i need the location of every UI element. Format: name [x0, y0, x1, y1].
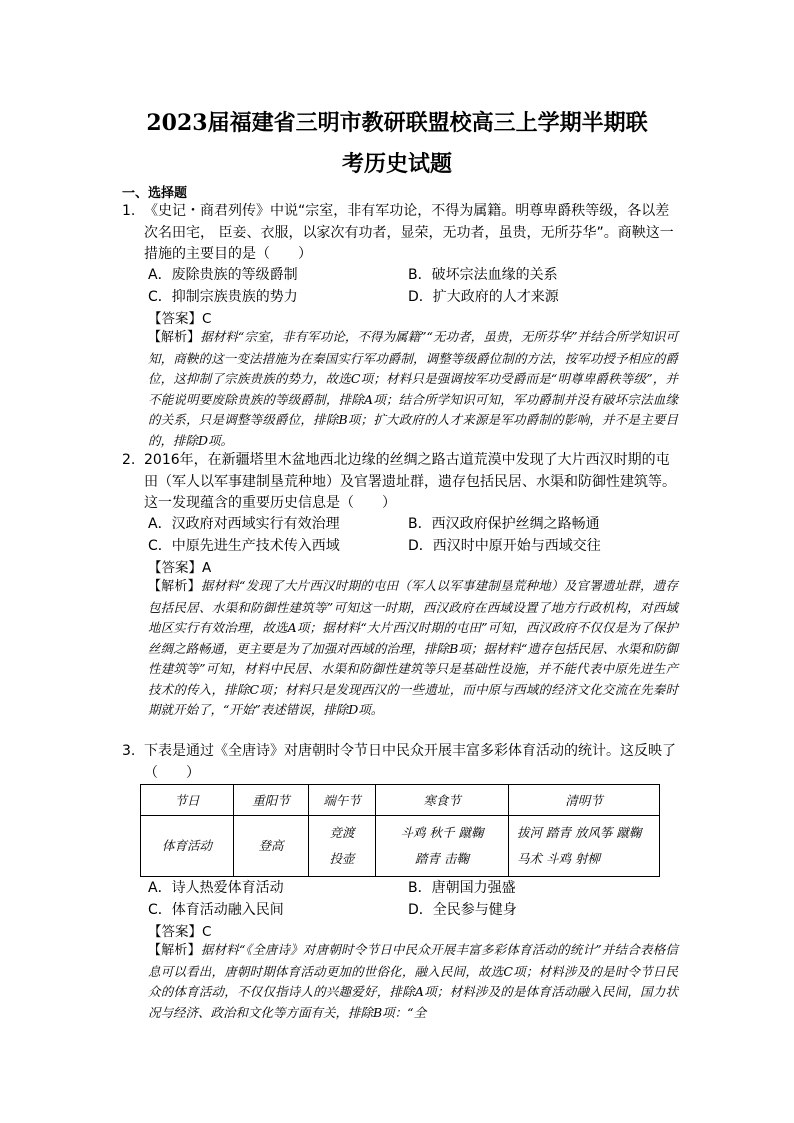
question-1: [122, 201, 682, 266]
question-stem: 2016年，在新疆塔里木盆地西北边缘的丝绸之路古道荒漠中发现了大片西汉时期的屯田（军人以军事建制垦荒种地）及官署遗址群，遗存包括民居、水渠和防御性建筑等。这一发现蕴含的重要历史信息是（ ）: [144, 452, 676, 511]
table-header-cell: 寒食节: [376, 785, 509, 816]
question-3-options: [148, 878, 668, 921]
option-b: B．唐朝国力强盛: [408, 880, 516, 896]
option-b: B．破坏宗法血缘的关系: [408, 267, 558, 283]
analysis-label: 【解析】: [148, 579, 201, 594]
question-1-options: [148, 265, 668, 308]
table-header-cell: 端午节: [309, 785, 376, 816]
table-cell: [509, 816, 660, 877]
cell-line: 踏青 击鞠: [415, 851, 469, 866]
question-3: [122, 741, 682, 784]
question-number: 2.: [122, 452, 136, 468]
question-3-analysis: [148, 940, 678, 1023]
cell-line: 拔河 踏青 放风筝 蹴鞠: [517, 825, 642, 840]
table-cell: [309, 816, 376, 877]
table-cell: [234, 816, 309, 877]
option-d: D．西汉时中原开始与西域交往: [408, 537, 601, 554]
question-2-options: [148, 514, 668, 557]
question-1-analysis: [148, 327, 678, 451]
exam-title-line2: 考历史试题: [341, 151, 452, 177]
option-a: A．诗人热爱体育活动: [148, 880, 284, 896]
question-3-answer: 【答案】C: [148, 924, 212, 940]
table-header-row: [141, 785, 660, 816]
table-header-cell: 清明节: [509, 785, 660, 816]
analysis-text: 据材料“发现了大片西汉时期的屯田（军人以军事建制垦荒种地）及官署遗址群，遗存包括民居、水渠和防御性建筑等”可知这一时期，西汉政府在西域设置了地方行政机构，对西域地区实行有效治理，故选A项；据材料“大片西汉时期的屯田”可知，西汉政府不仅仅是为了保护丝绸之路畅通，更主要是为了加强对西域的治理，排除B项；据材料“遗存包括民居、水渠和防御性建筑等”可知，材料中民居、水渠和防御性建筑等只是基础性设施，并不能代表中原先进生产技术的传入，排除C项；材料只是发现西汉的一些遗址，而中原与西域的经济文化交流在先秦时期就开始了，“开始”表述错误，排除D项。: [148, 578, 678, 717]
question-number: 1.: [122, 203, 136, 219]
analysis-label: 【解析】: [148, 943, 201, 958]
cell-line: 马术 斗鸡 射柳: [517, 851, 600, 866]
question-stem: 下表是通过《全唐诗》对唐朝时令节日中民众开展丰富多彩体育活动的统计。这反映了（ ）: [144, 743, 676, 781]
cell-line: 登高: [258, 838, 284, 853]
question-stem: 《史记・商君列传》中说“宗室，非有军功论，不得为属籍。明尊卑爵秩等级，各以差次名田宅， 臣妾、衣服，以家次有功者，显荣，无功者，虽贵，无所芬华”。商鞅这一措施的主要目的是（ ）: [144, 203, 674, 262]
cell-line: 投壶: [329, 851, 355, 866]
question-2-answer: 【答案】A: [148, 560, 212, 576]
analysis-label: 【解析】: [148, 330, 201, 345]
question-number: 3.: [122, 743, 136, 759]
exam-title-line1: 2023届福建省三明市教研联盟校高三上学期半期联: [146, 110, 648, 136]
question-2: [122, 450, 682, 515]
option-b: B．西汉政府保护丝绸之路畅通: [408, 516, 600, 532]
table-row-label: 体育活动: [141, 816, 234, 877]
festival-sports-table: [140, 784, 660, 877]
table-cell: [376, 816, 509, 877]
table-row: [141, 816, 660, 877]
option-a: A．废除贵族的等级爵制: [148, 267, 298, 283]
section-heading: 一、选择题: [122, 186, 188, 201]
table-header-cell: 节日: [141, 785, 234, 816]
table-header-cell: 重阳节: [234, 785, 309, 816]
option-d: D．扩大政府的人才来源: [408, 288, 559, 305]
analysis-text: 据材料“宗室，非有军功论，不得为属籍”“无功者，虽贵，无所芬华”并结合所学知识可知，商鞅的这一变法措施为在秦国实行军功爵制，调整等级爵位制的方法，按军功授予相应的爵位，这抑制了宗族贵族的势力，故选C项；材料只是强调按军功受爵而是“明尊卑爵秩等级”，并不能说明要废除贵族的等级爵制，排除A项；结合所学知识可知，军功爵制并没有破坏宗法血缘的关系，只是调整等级爵位，排除B项；扩大政府的人才来源是军功爵制的影响，并不是主要目的，排除D项。: [148, 329, 678, 448]
cell-line: 斗鸡 秋千 蹴鞠: [400, 825, 484, 840]
option-d: D．全民参与健身: [408, 901, 517, 918]
question-2-analysis: [148, 576, 678, 721]
option-c: C．中原先进生产技术传入西域: [148, 537, 340, 554]
question-1-answer: 【答案】C: [148, 311, 212, 327]
option-c: C．体育活动融入民间: [148, 901, 284, 918]
option-a: A．汉政府对西域实行有效治理: [148, 516, 340, 532]
cell-line: 竞渡: [329, 825, 355, 840]
analysis-text: 据材料“《全唐诗》对唐朝时令节日中民众开展丰富多彩体育活动的统计”并结合表格信息可以看出，唐朝时期体育活动更加的世俗化，融入民间，故选C项；材料涉及的是时令节日民众的体育活动，不仅仅指诗人的兴趣爱好，排除A项；材料涉及的是体育活动融入民间，国力状况与经济、政治和文化等方面有关，排除B项：“全: [148, 942, 678, 1020]
option-c: C．抑制宗族贵族的势力: [148, 288, 298, 305]
